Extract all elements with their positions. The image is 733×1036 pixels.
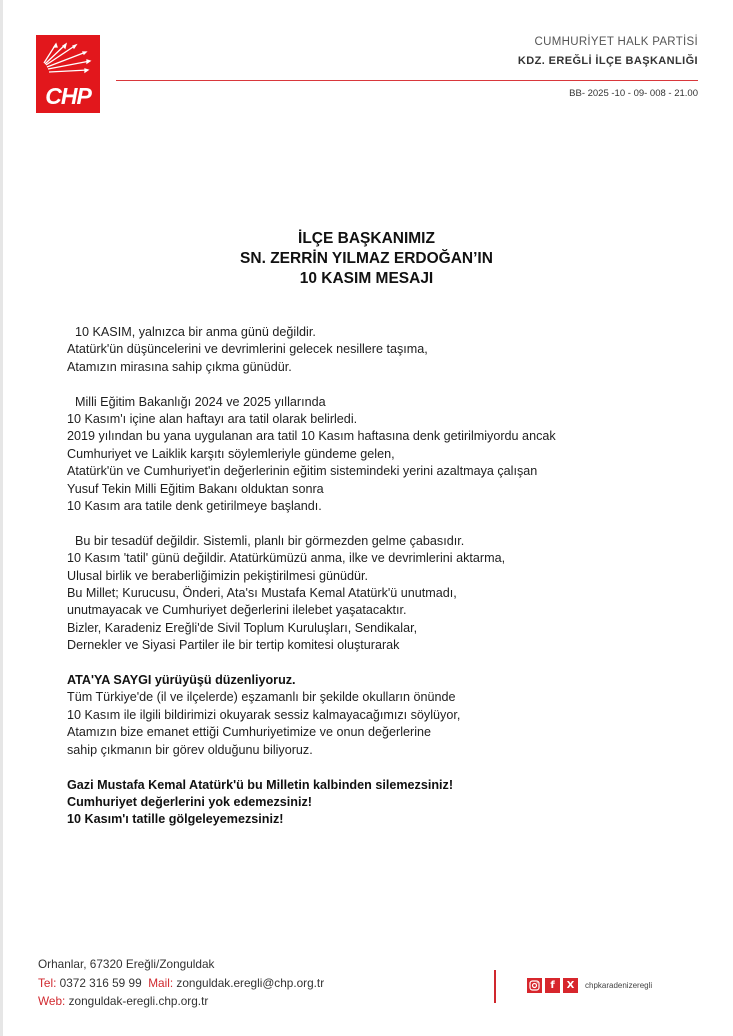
text-line: Atatürk'ün ve Cumhuriyet'in değerlerinin eğitim sistemindeki yerini azaltmaya çalışan (67, 464, 538, 479)
text-line: Atatürk'ün düşüncelerini ve devrimlerini gelecek nesillere taşıma, (67, 342, 428, 357)
logo-text: CHP (45, 83, 91, 109)
footer-divider (494, 970, 496, 1003)
instagram-icon[interactable] (527, 978, 542, 993)
branch-name: KDZ. EREĞLİ İLÇE BAŞKANLIĞI (517, 55, 698, 67)
paragraph-4 (67, 672, 717, 759)
social-handle[interactable]: chpkaradenizeregli (585, 981, 653, 990)
six-arrows-icon (36, 35, 100, 85)
closing-line: Gazi Mustafa Kemal Atatürk'ü bu Milletin kalbinden silemezsiniz! (67, 777, 454, 792)
text-line: Tüm Türkiye'de (il ve ilçelerde) eşzamanlı bir şekilde okulların önünde (67, 690, 456, 705)
paragraph-1 (67, 324, 717, 376)
text-line: 10 Kasım ile ilgili bildirimizi okuyarak sessiz kalmayacağımızı söylüyor, (67, 707, 461, 722)
footer-address: Orhanlar, 67320 Ereğli/Zonguldak (38, 957, 215, 971)
facebook-icon[interactable]: f (545, 978, 560, 993)
text-line: 2019 yılından bu yana uygulanan ara tatil 10 Kasım haftasına denk getirilmiyordu ancak (67, 429, 556, 444)
title-line: 10 KASIM MESAJI (299, 270, 434, 287)
paragraph-3 (67, 533, 717, 655)
page-title (0, 229, 733, 289)
text-line: 10 Kasım 'tatil' günü değildir. Atatürkümüzü anma, ilke ve devrimlerini aktarma, (67, 551, 506, 566)
text-line: Bu bir tesadüf değildir. Sistemli, planlı bir görmezden gelme çabasıdır. (75, 533, 465, 548)
web-label: Web: (38, 994, 66, 1008)
text-line: Yusuf Tekin Milli Eğitim Bakanı olduktan sonra (67, 481, 324, 496)
footer-web (38, 992, 324, 1011)
text-line: 10 Kasım ara tatile denk getirilmeye başlandı. (67, 499, 322, 514)
closing-line: 10 Kasım'ı tatille gölgeleyemezsiniz! (67, 812, 284, 827)
paragraph-2 (67, 394, 717, 516)
text-line: Ulusal birlik ve beraberliğimizin pekiştirilmesi günüdür. (67, 568, 368, 583)
footer-phone-mail (38, 974, 324, 993)
social-links (527, 978, 652, 993)
footer-contact (38, 955, 324, 1011)
title-line: İLÇE BAŞKANIMIZ (298, 230, 435, 247)
text-line: Cumhuriyet ve Laiklik karşıtı söylemleriyle gündeme gelen, (67, 446, 395, 461)
header-divider (116, 80, 698, 81)
x-icon[interactable]: X (563, 978, 578, 993)
document-reference: BB- 2025 -10 - 09- 008 - 21.00 (569, 88, 698, 99)
web-link[interactable]: zonguldak-eregli.chp.org.tr (68, 994, 209, 1008)
title-line: SN. ZERRİN YILMAZ ERDOĞAN’IN (240, 250, 493, 267)
closing-line: Cumhuriyet değerlerini yok edemezsiniz! (67, 794, 312, 809)
text-line: Bizler, Karadeniz Ereğli'de Sivil Toplum Kuruluşları, Sendikalar, (67, 620, 418, 635)
text-line: 10 Kasım'ı içine alan haftayı ara tatil olarak belirledi. (67, 412, 358, 427)
message-body (67, 324, 717, 846)
page-left-edge (0, 0, 3, 1036)
emphasis-line: ATA'YA SAYGI yürüyüşü düzenliyoruz. (67, 673, 296, 688)
text-line: unutmayacak ve Cumhuriyet değerlerini ilelebet yaşatacaktır. (67, 603, 407, 618)
text-line: Milli Eğitim Bakanlığı 2024 ve 2025 yıllarında (75, 394, 326, 409)
text-line: Bu Millet; Kurucusu, Önderi, Ata'sı Mustafa Kemal Atatürk'ü unutmadı, (67, 586, 457, 601)
text-line: sahip çıkmanın bir görev olduğunu biliyoruz. (67, 742, 313, 757)
closing-statements (67, 777, 717, 829)
text-line: Atamızın bize emanet ettiği Cumhuriyetimize ve onun değerlerine (67, 725, 432, 740)
text-line: 10 KASIM, yalnızca bir anma günü değildir. (75, 325, 316, 339)
mail-label: Mail: (148, 975, 174, 990)
text-line: Atamızın mirasına sahip çıkma günüdür. (67, 359, 292, 374)
mail-link[interactable]: zonguldak.eregli@chp.org.tr (176, 975, 325, 990)
chp-logo (36, 35, 100, 113)
tel-value[interactable]: 0372 316 59 99 (59, 975, 142, 990)
party-name: CUMHURİYET HALK PARTİSİ (534, 36, 698, 48)
text-line: Dernekler ve Siyasi Partiler ile bir tertip komitesi oluşturarak (67, 638, 400, 653)
tel-label: Tel: (38, 975, 57, 990)
